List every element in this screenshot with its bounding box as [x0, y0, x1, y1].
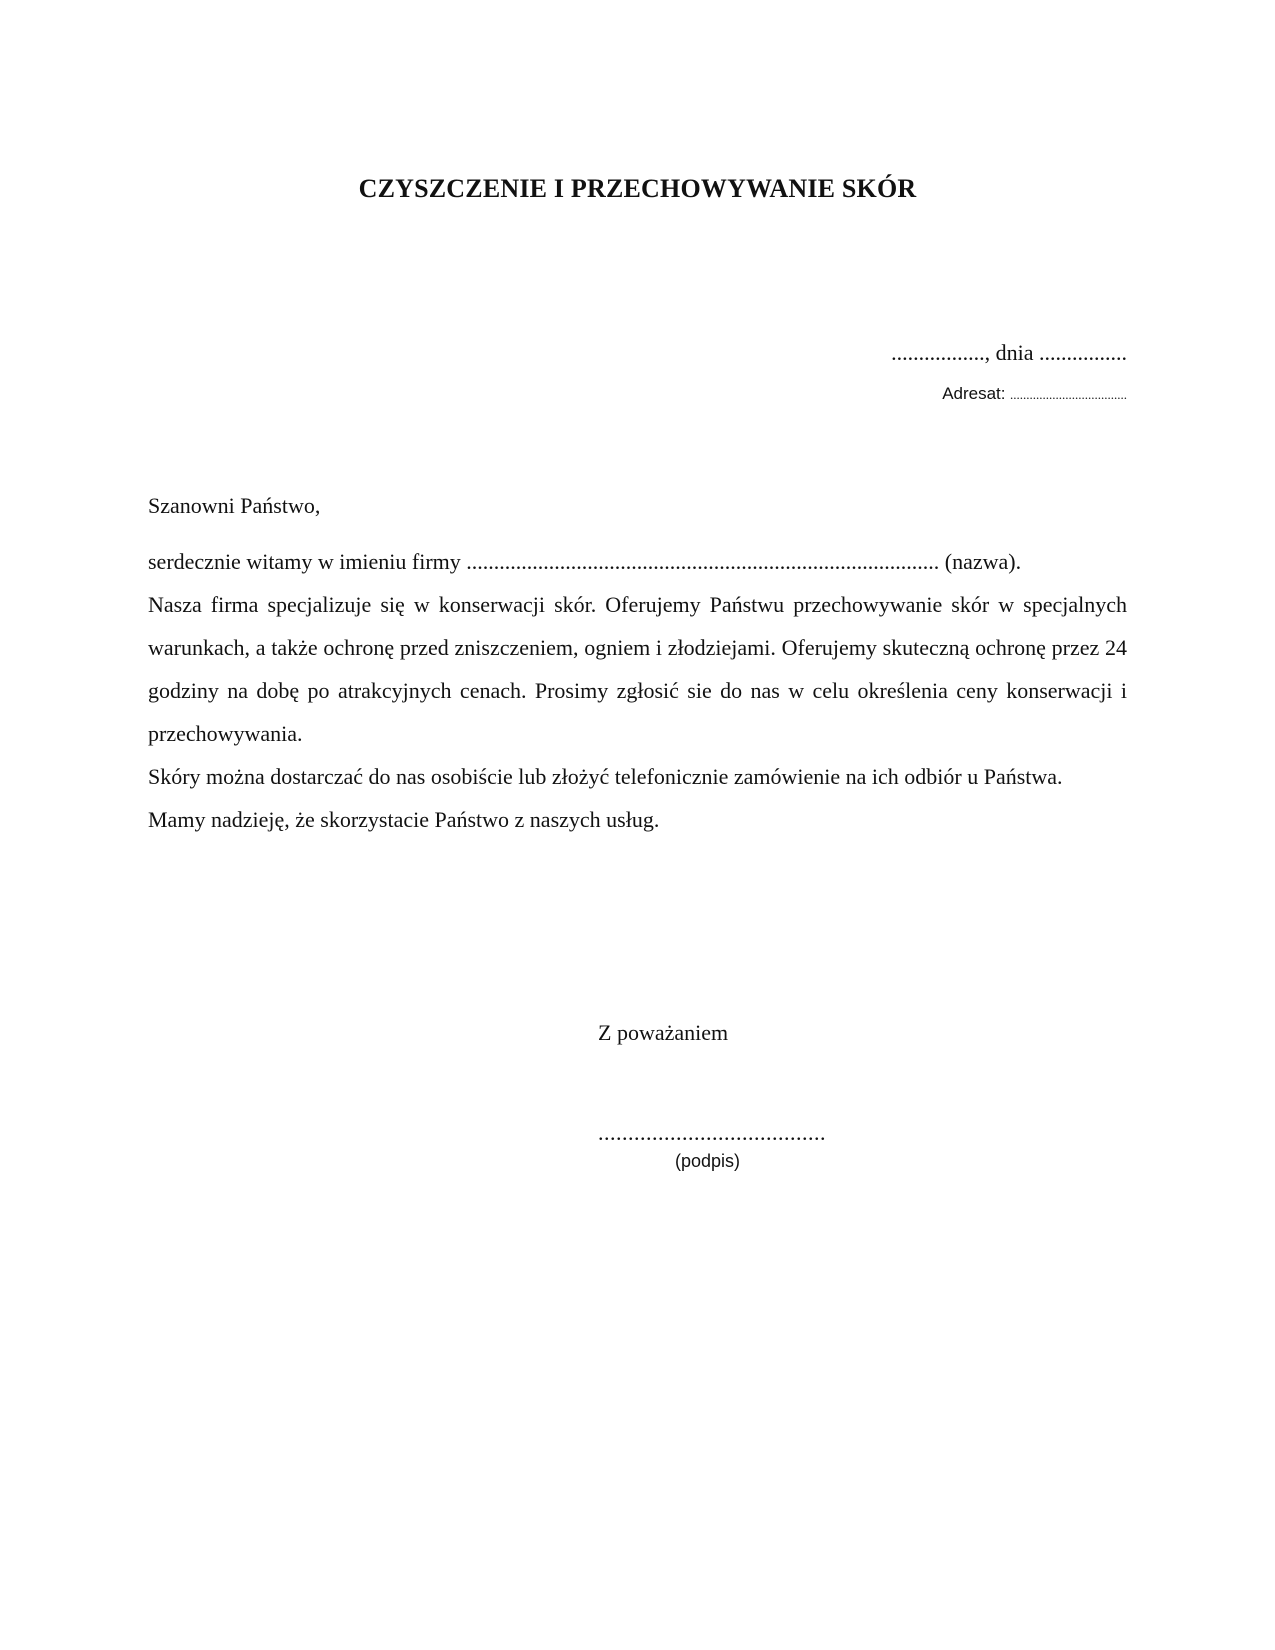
signature-line: ...................................... [598, 1120, 826, 1145]
letter-body [148, 540, 1127, 841]
paragraph-welcome: serdecznie witamy w imieniu firmy ...................................................................................... (nazwa). [148, 549, 1022, 574]
closing: Z poważaniem [598, 1020, 729, 1045]
document-title: CZYSZCZENIE I PRZECHOWYWANIE SKÓR [358, 174, 917, 203]
addressee-label: Adresat: [942, 384, 1006, 403]
paragraph-hope: Mamy nadzieję, że skorzystacie Państwo z naszych usług. [148, 807, 660, 832]
paragraph-delivery: Skóry można dostarczać do nas osobiście lub złożyć telefonicznie zamówienie na ich odbiór u Państwa. [148, 764, 1063, 789]
salutation: Szanowni Państwo, [148, 493, 321, 518]
addressee-line [942, 383, 1127, 404]
place-date-line: ................., dnia ................ [891, 340, 1127, 365]
addressee-dots: .................................... [1010, 387, 1127, 402]
signature-label: (podpis) [675, 1151, 741, 1171]
paragraph-offer: Nasza firma specjalizuje się w konserwacji skór. Oferujemy Państwu przechowywanie skór w specjalnych warunkach, a także ochronę przed zniszczeniem, ogniem i złodziejami. Oferujemy skuteczną ochronę przez 24 godziny na dobę po atrakcyjnych cenach. Prosimy zgłosić sie do nas w celu określenia ceny konserwacji i przechowywania. [148, 592, 1127, 746]
